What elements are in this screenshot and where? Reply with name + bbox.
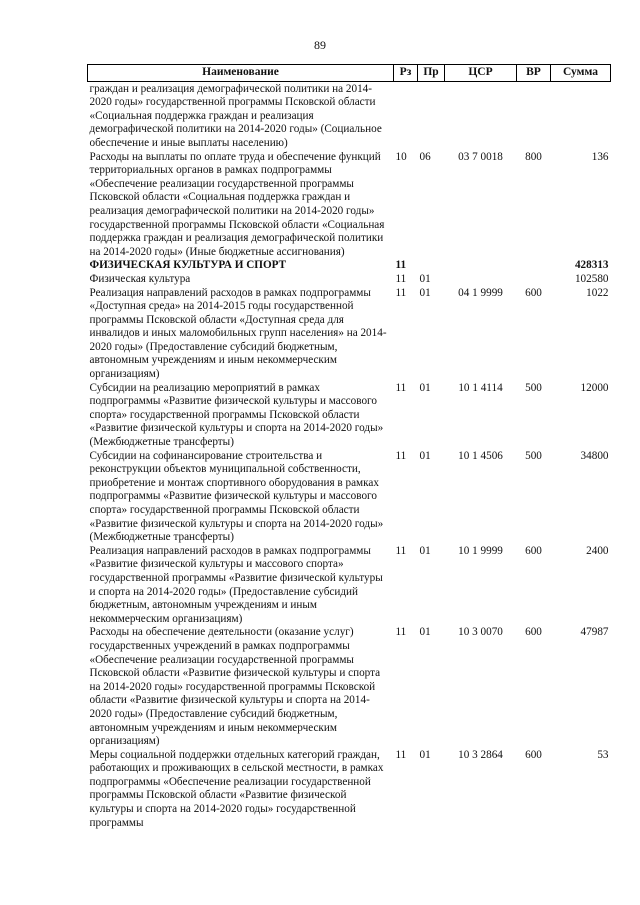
table-row [88, 545, 611, 627]
row-sum: 53 [597, 748, 609, 761]
header-csr: ЦСР [445, 65, 517, 82]
row-csr [445, 273, 517, 287]
row-vr: 500 [525, 381, 542, 394]
header-name: Наименование [88, 65, 394, 82]
table-row [88, 151, 611, 260]
subsection-row [88, 273, 611, 287]
subsection-title: Физическая культура [89, 272, 191, 285]
row-name: Расходы на обеспечение деятельности (оказание услуг) государственных учреждений в рамках подпрограммы «Обеспечение реализации государственной программы Псковской области «Развитие физической культуры и спорта на 2014-2020 годы» государственной программы Псковской области «Развитие физической культуры и спорта на 2014-2020 годы» (Предоставление субсидий бюджетным, автономным учреждениям и иным некоммерческим организациям) [89, 626, 381, 748]
row-rz: 11 [395, 259, 407, 272]
row-name: Реализация направлений расходов в рамках подпрограммы «Доступная среда» на 2014-2015 годы государственной программы Псковской области «Доступная среда для инвалидов и иных маломобильных групп населения» на 2014-2020 годы» (Предоставление субсидий бюджетным, автономным учреждениям и иным некоммерческим организациям) [89, 286, 387, 381]
row-pr: 01 [419, 449, 431, 462]
table-row [88, 626, 611, 748]
row-rz: 11 [395, 544, 407, 557]
row-vr [517, 273, 551, 287]
budget-table [87, 64, 611, 830]
row-rz: 11 [395, 381, 407, 394]
row-vr: 500 [525, 449, 542, 462]
table-header-row [88, 65, 611, 82]
row-name: Субсидии на софинансирование строительства и реконструкции объектов муниципальной собственности, приобретение и монтаж спортивного оборудования в рамках подпрограммы «Развитие физической культуры и массового спорта» государственной программы Псковской области «Развитие физической культуры и спорта на 2014-2020 годы» (Межбюджетные трансферты) [89, 449, 384, 544]
row-name: Расходы на выплаты по оплате труда и обеспечение функций территориальных органов в рамках подпрограммы «Обеспечение реализации государственной программы Псковской области «Социальная поддержка граждан и реализация демографической политики на 2014-2020 годы» государственной программы Псковской области «Социальная поддержка граждан и реализация демографической политики на 2014-2020 годы» (Иные бюджетные ассигнования) [89, 150, 385, 258]
row-rz: 11 [395, 286, 407, 299]
row-sum: 47987 [580, 626, 609, 639]
row-vr [517, 81, 551, 150]
row-pr: 01 [419, 626, 431, 639]
section-row [88, 259, 611, 273]
table-row [88, 287, 611, 382]
row-sum: 1022 [586, 286, 609, 299]
row-pr: 01 [419, 381, 431, 394]
page-number: 89 [314, 38, 326, 52]
row-csr: 10 3 0070 [458, 626, 503, 639]
row-rz: 11 [395, 748, 407, 761]
row-csr [445, 259, 517, 273]
header-pr: Пр [418, 65, 445, 82]
row-pr [418, 81, 445, 150]
row-sum: 136 [591, 150, 609, 163]
row-csr: 10 1 9999 [458, 544, 503, 557]
row-rz: 10 [395, 150, 407, 163]
table-row [88, 382, 611, 450]
row-name: граждан и реализация демографической политики на 2014-2020 годы» государственной программы Псковской области «Социальная поддержка граждан и реализация демографической политики на 2014-2020 годы» (Социальное обеспечение и иные выплаты населению) [89, 82, 382, 149]
row-rz: 11 [395, 626, 407, 639]
row-csr: 10 3 2864 [458, 748, 503, 761]
row-pr: 01 [419, 544, 431, 557]
row-sum [551, 81, 611, 150]
table-row [88, 749, 611, 831]
row-name: Меры социальной поддержки отдельных категорий граждан, работающих и проживающих в сельской местности, в рамках подпрограммы «Обеспечение реализации государственной программы Псковской области «Развитие физической культуры и спорта на 2014-2020 годы» государственной программы [89, 748, 384, 829]
row-name: Субсидии на реализацию мероприятий в рамках подпрограммы «Развитие физической культуры и массового спорта» государственной программы Псковской области «Развитие физической культуры и спорта на 2014-2020 годы» (Межбюджетные трансферты) [89, 381, 384, 449]
row-vr: 600 [525, 286, 542, 299]
row-csr: 03 7 0018 [458, 150, 503, 163]
row-pr: 01 [419, 272, 431, 285]
row-sum: 12000 [580, 381, 609, 394]
header-vr: ВР [517, 65, 551, 82]
row-pr: 06 [419, 150, 431, 163]
row-csr [445, 81, 517, 150]
row-name: Реализация направлений расходов в рамках подпрограммы «Развитие физической культуры и массового спорта» государственной программы «Развитие физической культуры и спорта на 2014-2020 годы» (Предоставление субсидий бюджетным, автономным учреждениям и иным некоммерческим организациям) [89, 544, 383, 625]
header-rz: Рз [394, 65, 418, 82]
row-csr: 04 1 9999 [458, 286, 503, 299]
header-sum: Сумма [551, 65, 611, 82]
row-vr: 600 [525, 544, 542, 557]
row-pr: 01 [419, 286, 431, 299]
row-rz [394, 81, 418, 150]
row-rz: 11 [395, 272, 407, 285]
row-sum: 2400 [586, 544, 609, 557]
row-sum: 34800 [580, 449, 609, 462]
row-pr: 01 [419, 748, 431, 761]
row-vr: 800 [525, 150, 542, 163]
row-rz: 11 [395, 449, 407, 462]
row-vr [517, 259, 551, 273]
section-title: ФИЗИЧЕСКАЯ КУЛЬТУРА И СПОРТ [89, 259, 287, 272]
subsection-total: 102580 [574, 272, 609, 285]
row-pr [418, 259, 445, 273]
section-total: 428313 [574, 259, 609, 272]
table-row [88, 450, 611, 545]
row-csr: 10 1 4114 [458, 381, 503, 394]
row-csr: 10 1 4506 [458, 449, 503, 462]
row-vr: 600 [525, 626, 542, 639]
table-row [88, 81, 611, 150]
row-vr: 600 [525, 748, 542, 761]
